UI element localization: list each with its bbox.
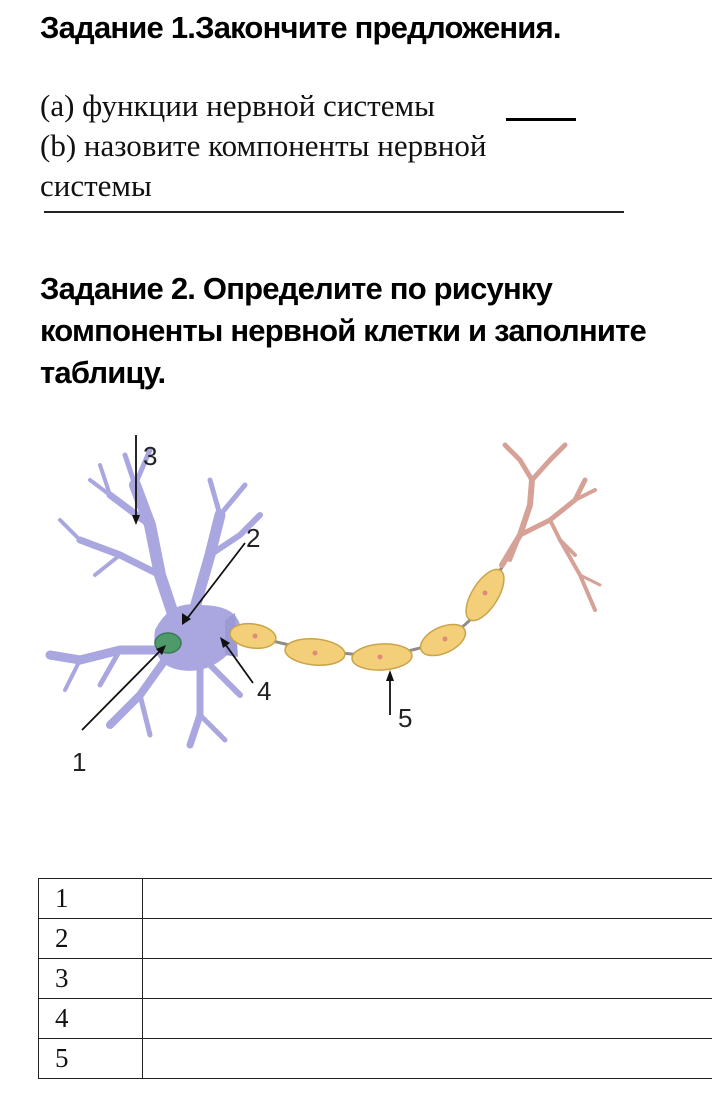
answer-table xyxy=(38,878,712,1079)
figure-label-4: 4 xyxy=(257,676,272,706)
table-row xyxy=(39,1039,712,1079)
table-row xyxy=(39,919,712,959)
figure-label-3: 3 xyxy=(143,441,158,471)
answer-cell[interactable] xyxy=(143,1039,712,1079)
neuron-diagram xyxy=(40,425,620,785)
task2-title: Задание 2. Определите по рисунку компоненты нервной клетки и заполните таблицу. xyxy=(40,271,646,390)
row-number: 2 xyxy=(39,919,143,959)
task1-title: Задание 1.Закончите предложения. xyxy=(40,10,561,45)
question-b: (b) назовите компоненты нервной системы xyxy=(40,128,487,203)
axon-terminal xyxy=(502,445,600,610)
row-number: 4 xyxy=(39,999,143,1039)
label-pointers xyxy=(82,435,390,730)
row-number: 5 xyxy=(39,1039,143,1079)
answer-cell[interactable] xyxy=(143,999,712,1039)
table-row xyxy=(39,999,712,1039)
answer-blank-a[interactable] xyxy=(506,118,576,121)
answer-cell[interactable] xyxy=(143,919,712,959)
cell-body xyxy=(50,450,260,745)
answer-cell[interactable] xyxy=(143,879,712,919)
table-row xyxy=(39,879,712,919)
axon xyxy=(229,555,512,672)
row-number: 3 xyxy=(39,959,143,999)
table-row xyxy=(39,959,712,999)
figure-label-1: 1 xyxy=(72,747,87,777)
answer-blank-b[interactable] xyxy=(44,211,624,213)
question-a: (a) функции нервной системы xyxy=(40,88,435,123)
row-number: 1 xyxy=(39,879,143,919)
figure-label-2: 2 xyxy=(246,523,261,553)
figure-label-5: 5 xyxy=(398,703,413,733)
answer-cell[interactable] xyxy=(143,959,712,999)
